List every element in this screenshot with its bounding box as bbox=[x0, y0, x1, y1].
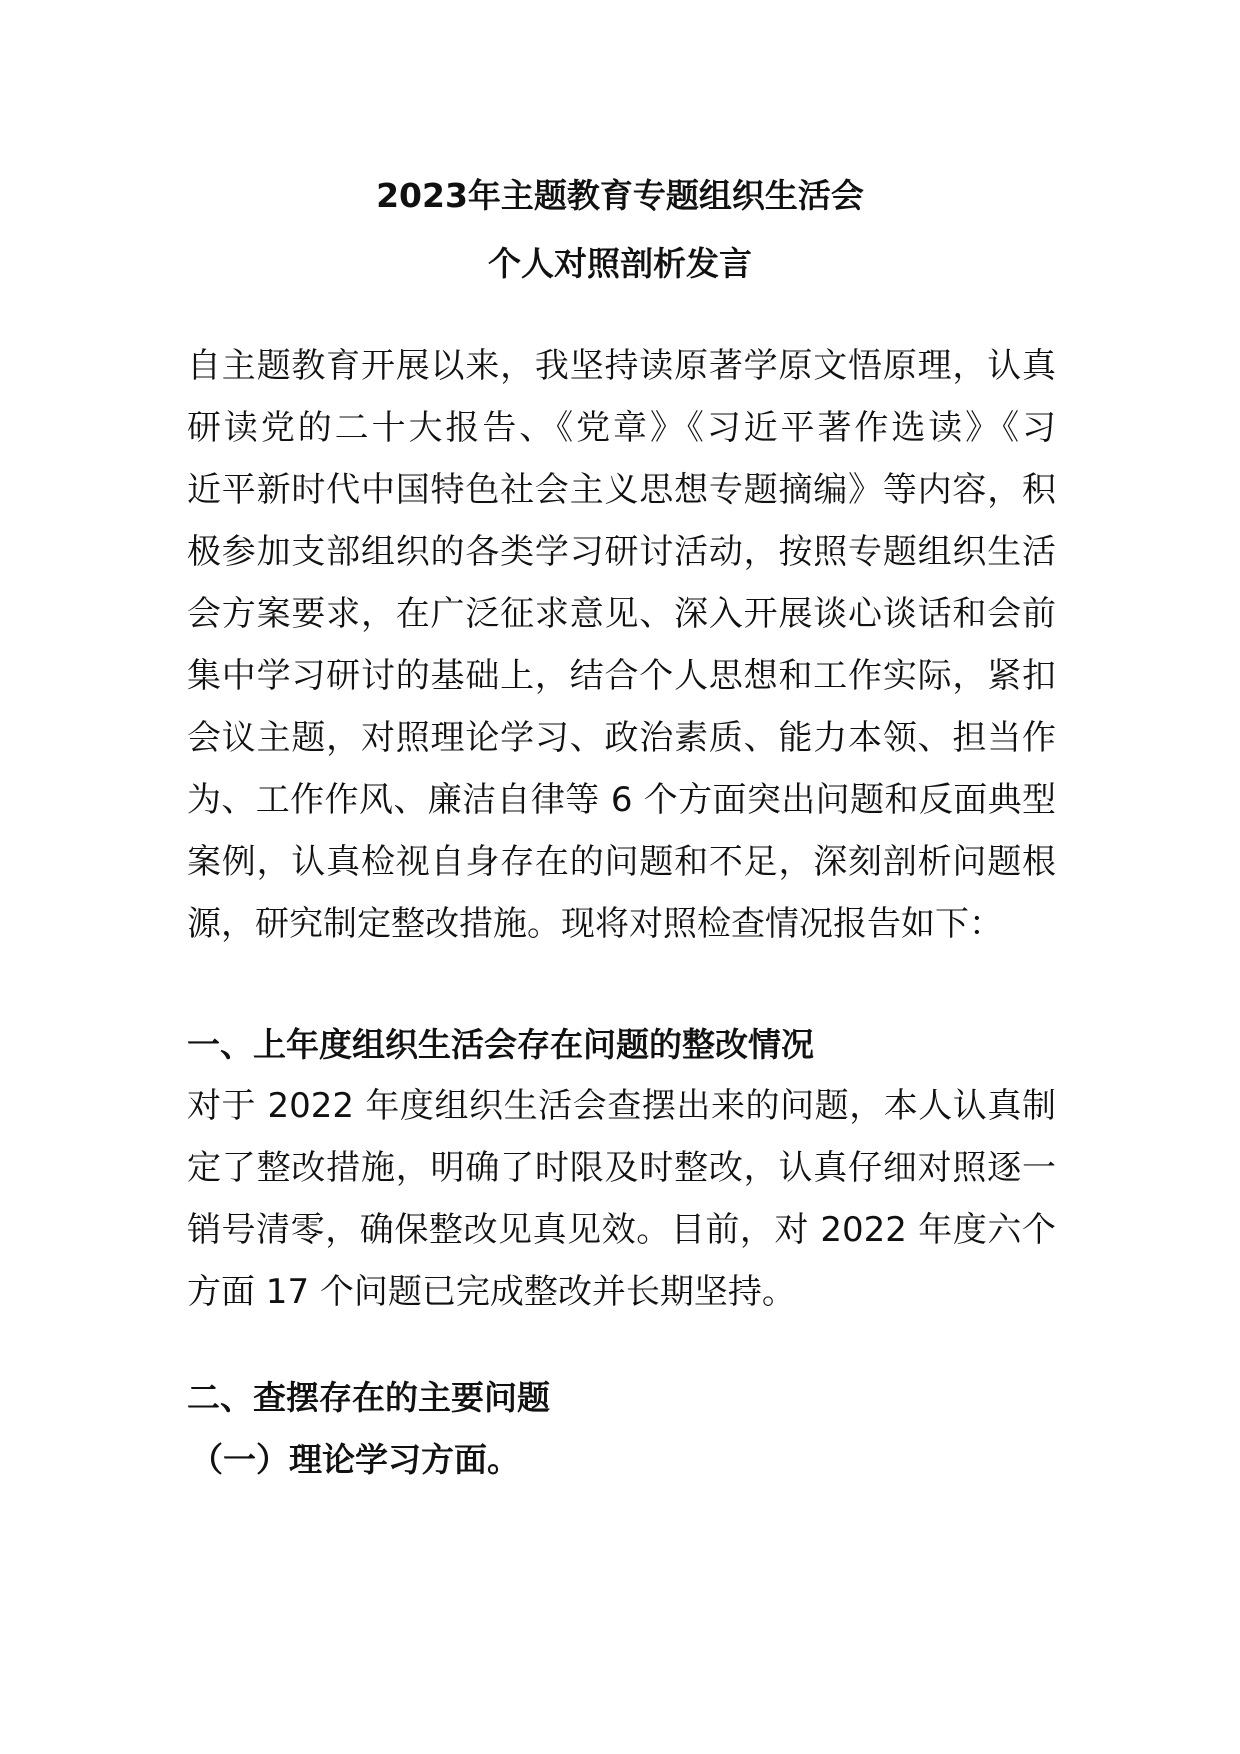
section2-heading: 二、查摆存在的主要问题 bbox=[187, 1378, 550, 1417]
paragraph-line: 会议主题，对照理论学习、政治素质、能力本领、担当作 bbox=[187, 718, 1056, 758]
paragraph-line: 对于 2022 年度组织生活会查摆出来的问题，本人认真制 bbox=[187, 1086, 1056, 1126]
paragraph-line: 销号清零，确保整改见真见效。目前，对 2022 年度六个 bbox=[187, 1210, 1056, 1250]
section1-heading: 一、上年度组织生活会存在问题的整改情况 bbox=[187, 1025, 814, 1064]
paragraph-line: 近平新时代中国特色社会主义思想专题摘编》等内容，积 bbox=[187, 470, 1056, 510]
subsection1-heading: （一）理论学习方面。 bbox=[190, 1440, 520, 1479]
paragraph-line: 源，研究制定整改措施。现将对照检查情况报告如下： bbox=[187, 904, 1003, 944]
paragraph-line: 会方案要求，在广泛征求意见、深入开展谈心谈话和会前 bbox=[187, 594, 1056, 634]
paragraph-line: 集中学习研讨的基础上，结合个人思想和工作实际，紧扣 bbox=[187, 656, 1056, 696]
paragraph-line: 案例，认真检视自身存在的问题和不足，深刻剖析问题根 bbox=[187, 842, 1056, 882]
document-title-line2: 个人对照剖析发言 bbox=[488, 244, 752, 283]
paragraph-line: 为、工作作风、廉洁自律等 6 个方面突出问题和反面典型 bbox=[187, 780, 1056, 820]
paragraph-line: 定了整改措施，明确了时限及时整改，认真仔细对照逐一 bbox=[187, 1148, 1056, 1188]
intro-paragraph bbox=[187, 335, 1056, 955]
paragraph-line: 研读党的二十大报告、《党章》《习近平著作选读》《习 bbox=[187, 408, 1056, 448]
section1-paragraph bbox=[187, 1075, 1056, 1323]
paragraph-line: 方面 17 个问题已完成整改并长期坚持。 bbox=[187, 1272, 796, 1312]
document-title-line1: 2023年主题教育专题组织生活会 bbox=[376, 176, 864, 215]
paragraph-line: 极参加支部组织的各类学习研讨活动，按照专题组织生活 bbox=[187, 532, 1056, 572]
paragraph-line: 自主题教育开展以来，我坚持读原著学原文悟原理，认真 bbox=[187, 346, 1056, 386]
